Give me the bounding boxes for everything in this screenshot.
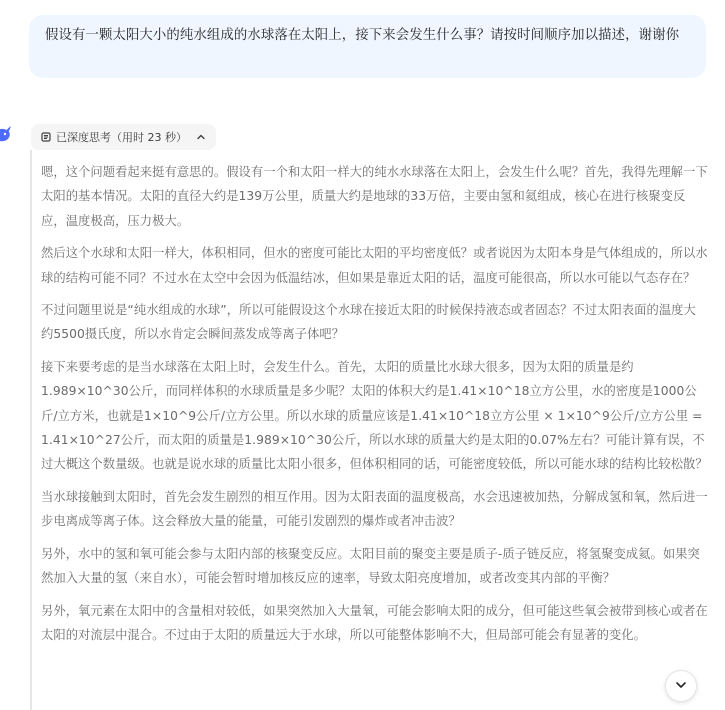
thinking-paragraph: 当水球接触到太阳时，首先会发生剧烈的相互作用。因为太阳表面的温度极高，水会迅速被加热，分解成氢和氧，然后进一步电离成等离子体。这会释放大量的能量，可能引发剧烈的爆炸或者冲击波？ xyxy=(41,489,708,529)
deep-think-label: 已深度思考（用时 23 秒） xyxy=(56,131,187,144)
chevron-down-icon xyxy=(674,677,688,696)
deepseek-whale-icon xyxy=(0,122,12,146)
thinking-paragraph: 另外，氧元素在太阳中的含量相对较低，如果突然加入大量氧，可能会影响太阳的成分，但可能这些氧会被带到核心或者在太阳的对流层中混合。不过由于太阳的质量远大于水球，所以可能整体影响不大，但局部可能会有显著的变化。 xyxy=(41,603,708,642)
deep-think-toggle[interactable] xyxy=(31,124,216,150)
thinking-paragraph: 另外，水中的氢和氧可能会参与太阳内部的核聚变反应。太阳目前的聚变主要是质子-质子链反应，将氢聚变成氦。如果突然加入大量的氢（来自水），可能会暂时增加核反应的速率，导致太阳亮度增加，或者改变其内部的平衡？ xyxy=(41,546,700,586)
thinking-paragraph: 接下来要考虑的是当水球落在太阳上时，会发生什么。首先，太阳的质量比水球大很多，因为太阳的质量是约1.989×10^30公斤，而同样体积的水球质量是多少呢？太阳的体积大约是1.41×10^18立方公里，水的密度是1000公斤/立方米，也就是1×10^9公斤/立方公里。所以水球的质量应该是1.41×10^18立方公里 × 1×10^9公斤/立方公里 = 1.41×10^27公斤，而太阳的质量是1.989×10^30公斤，所以水球的质量大约是太阳的0.07%左右？可能计算有误，不过大概这个数量级。也就是说水球的质量比太阳小很多，但体积相同的话，可能密度较低，所以可能水球的结构比较松散？ xyxy=(41,359,708,472)
user-message-text: 假设有一颗太阳大小的纯水组成的水球落在太阳上，接下来会发生什么事？请按时间顺序加以描述，谢谢你 xyxy=(45,28,680,43)
scroll-to-bottom-button[interactable] xyxy=(665,670,697,702)
thinking-paragraph: 嗯，这个问题看起来挺有意思的。假设有一个和太阳一样大的纯水水球落在太阳上，会发生什么呢？首先，我得先理解一下太阳的基本情况。太阳的直径大约是139万公里，质量大约是地球的33万倍，主要由氢和氦组成，核心在进行核聚变反应，温度极高，压力极大。 xyxy=(41,165,708,228)
user-message-bubble xyxy=(29,15,706,78)
thinking-content xyxy=(30,150,708,710)
chevron-up-icon xyxy=(196,132,206,142)
deep-think-icon xyxy=(41,132,51,142)
thinking-paragraph: 不过问题里说是“纯水组成的水球”，所以可能假设这个水球在接近太阳的时候保持液态或者固态？不过太阳表面的温度大约5500摄氏度，所以水肯定会瞬间蒸发成等离子体吧？ xyxy=(41,303,696,342)
thinking-paragraph: 然后这个水球和太阳一样大，体积相同，但水的密度可能比太阳的平均密度低？或者说因为太阳本身是气体组成的，所以水球的结构可能不同？不过水在太空中会因为低温结冰，但如果是靠近太阳的话，温度可能很高，所以水可能以气态存在？ xyxy=(41,246,708,285)
